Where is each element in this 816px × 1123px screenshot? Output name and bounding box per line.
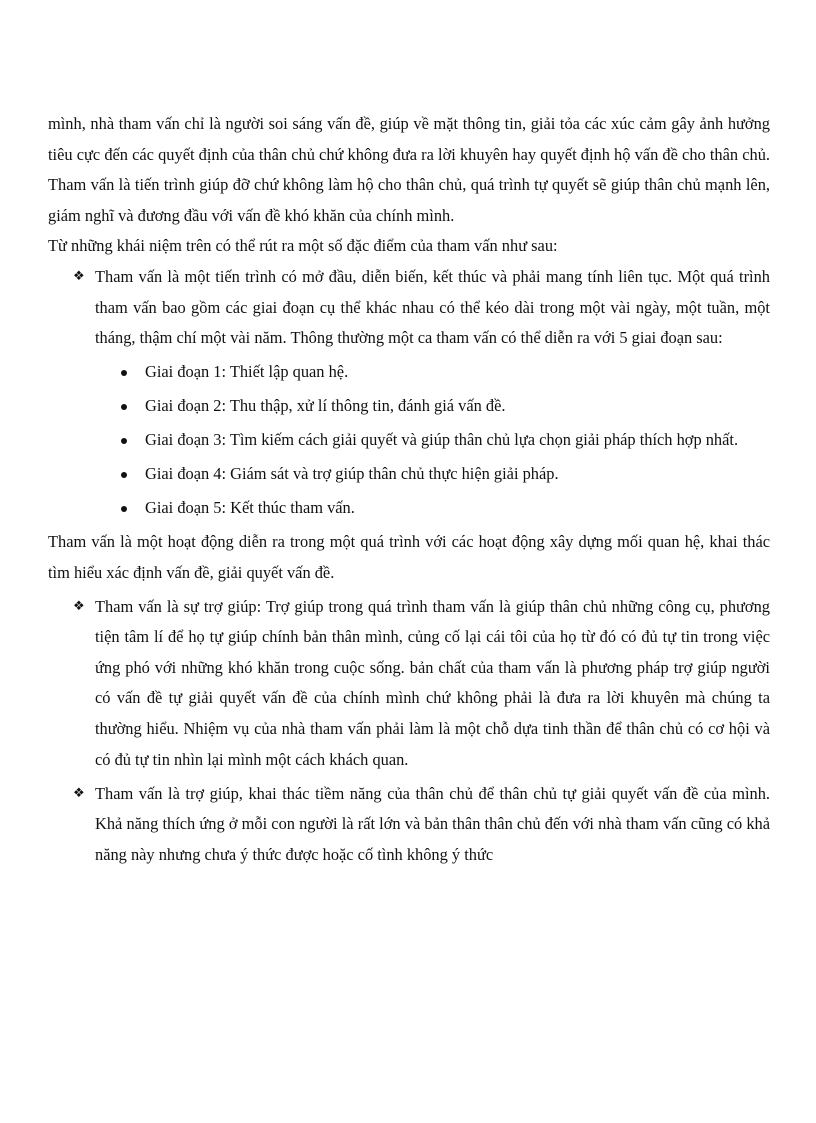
stage-item-text: Giai đoạn 1: Thiết lập quan hệ. [145,362,349,382]
feature-item-support [48,592,770,776]
stage-item-1 [48,357,770,388]
summary-lead: Từ những khái niệm trên có thể rút ra một số đặc điểm của tham vấn như sau: [48,236,558,256]
bullet-dot-icon [121,404,127,410]
bullet-dot-icon [121,506,127,512]
diamond-bullet-icon: ❖ [73,268,85,284]
process-paragraph: Tham vấn là một hoạt động diễn ra trong một quá trình với các hoạt động xây dựng mối quan hệ, khai thác tìm hiểu xác định vấn đề, giải quyết vấn đề. [48,532,770,582]
bullet-dot-icon [121,472,127,478]
diamond-bullet-icon: ❖ [73,598,85,614]
stage-item-4 [48,459,770,490]
feature-item-text: Tham vấn là một tiến trình có mở đầu, diễn biến, kết thúc và phải mang tính liên tục. Một quá trình tham vấn bao gồm các giai đoạn cụ thể khác nhau có thể kéo dài trong một vài ngày, một tuần, một tháng, thậm chí một vài năm. Thông thường một ca tham vấn có thể diễn ra với 5 giai đoạn sau: [95,266,770,348]
bullet-dot-icon [121,438,127,444]
feature-item-text: Tham vấn là trợ giúp, khai thác tiềm năng của thân chủ để thân chủ tự giải quyết vấn đề của mình. Khả năng thích ứng ở mỗi con người là rất lớn và bản thân thân chủ đến với nhà tham vấn cũng có khả năng này nhưng chưa ý thức được hoặc cố tình không ý thức [95,783,770,864]
stage-item-3 [48,425,770,456]
stage-item-text: Giai đoạn 5: Kết thúc tham vấn. [145,498,355,518]
feature-item-text: Tham vấn là sự trợ giúp: Trợ giúp trong quá trình tham vấn là giúp thân chủ những công cụ, phương tiện tâm lí để họ tự giúp chính bản thân mình, củng cố lại cái tôi của họ từ đó có đủ tự tin trong việc ứng phó với những khó khăn trong cuộc sống. bản chất của tham vấn là phương pháp trợ giúp người có vấn đề tự giải quyết vấn đề của chính mình chứ không phải là đưa ra lời khuyên mà chúng ta thường hiểu. Nhiệm vụ của nhà tham vấn phải làm là một chỗ dựa tinh thần để thân chủ có cơ hội và có đủ tự tin nhìn lại mình một cách khách quan. [95,596,770,769]
stage-item-text: Giai đoạn 2: Thu thập, xử lí thông tin, đánh giá vấn đề. [145,396,506,416]
stage-item-text: Giai đoạn 3: Tìm kiếm cách giải quyết và giúp thân chủ lựa chọn giải pháp thích hợp nhất. [145,430,739,450]
document-body [48,109,770,870]
feature-item-process [48,262,770,354]
stage-item-text: Giai đoạn 4: Giám sát và trợ giúp thân chủ thực hiện giải pháp. [145,464,559,484]
bullet-dot-icon [121,370,127,376]
feature-item-potential [48,779,770,871]
stage-item-2 [48,391,770,422]
intro-paragraph: mình, nhà tham vấn chỉ là người soi sáng vấn đề, giúp về mặt thông tin, giải tỏa các xúc cảm gây ảnh hưởng tiêu cực đến các quyết định của thân chủ chứ không đưa ra lời khuyên hay quyết định hộ vấn đề cho thân chủ. Tham vấn là tiến trình giúp đỡ chứ không làm hộ cho thân chủ, quá trình tự quyết sẽ giúp thân chủ mạnh lên, giám nghĩ và đương đầu với vấn đề khó khăn của chính mình. [48,114,770,225]
stage-item-5 [48,493,770,524]
diamond-bullet-icon: ❖ [73,785,85,801]
